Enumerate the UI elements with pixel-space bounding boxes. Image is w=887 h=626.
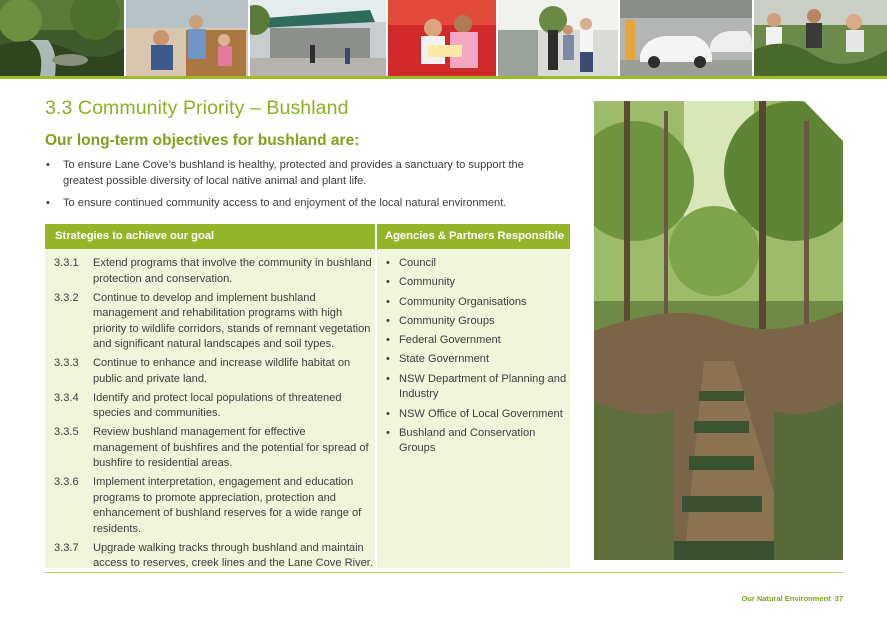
strategy-text: Review bushland management for effective management of bushfires and the potential for spread of bushfire to residential areas. [93,426,369,469]
shopping-plaza-photo [250,0,386,76]
strategy-number: 3.3.3 [54,357,79,369]
table-header [45,224,570,249]
agency-item: • Community Groups [385,314,570,330]
agency-item: • Community Organisations [385,295,570,311]
strategy-item [45,541,373,572]
strategy-text: Identify and protect local populations of threatened species and communities. [93,391,342,419]
objective-item: • To ensure continued community access to and enjoyment of the local natural environment. [45,196,545,212]
strategy-number: 3.3.1 [54,257,79,269]
strategy-item [45,425,373,472]
family-reading-photo [126,0,248,76]
strategy-item [45,291,373,353]
strategies-list [45,256,373,575]
agencies-list [385,256,570,461]
strategy-item [45,391,373,422]
page-footer [737,594,843,603]
agency-item: • Council [385,256,570,272]
agency-item: • NSW Department of Planning and Industry [385,372,570,403]
page-number: 37 [834,594,843,603]
table-body [45,249,570,568]
strategy-number: 3.3.4 [54,391,79,404]
agency-item: • Bushland and Conservation Groups [385,426,570,457]
objectives-list [45,158,545,219]
strategy-item [45,256,373,287]
strategy-text: Upgrade walking tracks through bushland and maintain access to reserves, creek lines and the Lane Cove River. [93,541,373,569]
strategy-number: 3.3.2 [54,291,79,304]
electric-cars-charging-photo [620,0,752,76]
strategy-item [45,356,373,387]
strategy-number: 3.3.5 [54,426,79,438]
column-divider [375,224,377,568]
children-reading-photo [388,0,496,76]
strategy-item [45,475,373,537]
strategy-text: Continue to develop and implement bushland management and rehabilitation programs with high priority to wildlife corridors, stands of remnant vegetation and significant natural landscapes and soil types. [93,291,371,350]
creek-bushland-photo [0,0,124,76]
bushland-track-photo [594,101,843,560]
strategy-text: Implement interpretation, engagement and education programs to promote appreciation, protection and enhancement of bushland reserves for a wide range of residents. [93,476,362,535]
strategies-table [45,224,570,568]
strategy-text: Continue to enhance and increase wildlife habitat on public and private land. [93,357,351,385]
photo-banner [0,0,887,76]
agency-item: • Community [385,275,570,291]
agency-item: • State Government [385,352,570,368]
footer-divider [45,572,843,573]
strategies-column-header: Strategies to achieve our goal [55,230,215,242]
agency-item: • NSW Office of Local Government [385,407,570,423]
strategy-number: 3.3.7 [54,541,79,554]
agencies-column-header: Agencies & Partners Responsible [385,230,565,242]
page-title: 3.3 Community Priority – Bushland [45,97,349,119]
agency-item: • Federal Government [385,333,570,349]
objective-item: • To ensure Lane Cove’s bushland is healthy, protected and provides a sanctuary to support the greatest possible diversity of local native animal and plant life. [45,158,545,189]
header-divider [0,76,887,79]
street-pedestrians-photo [498,0,618,76]
strategy-text: Extend programs that involve the community in bushland protection and conservation. [93,257,372,285]
objectives-heading: Our long-term objectives for bushland are: [45,132,360,149]
group-planting-photo [754,0,887,76]
strategy-number: 3.3.6 [54,476,79,488]
footer-section-name: Our Natural Environment [741,594,831,603]
